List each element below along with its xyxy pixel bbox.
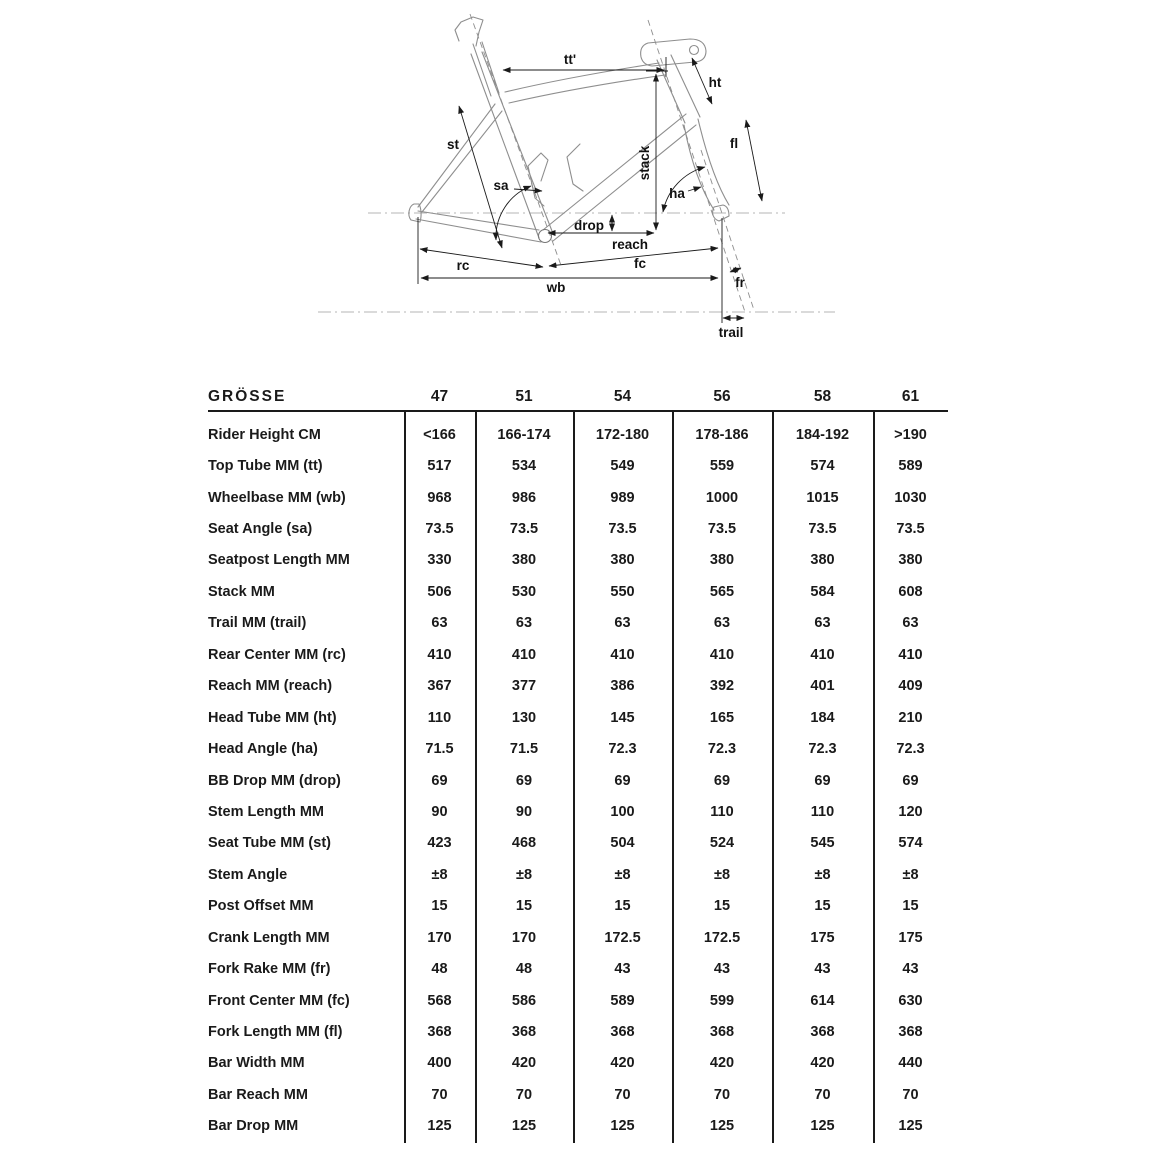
- row-value: 589: [898, 458, 923, 475]
- seat-tube: [471, 52, 552, 238]
- stem: [641, 39, 706, 66]
- row-label: Top Tube MM (tt): [208, 458, 323, 475]
- row-value: 71.5: [425, 741, 454, 758]
- row-value: 367: [427, 678, 452, 695]
- row-value: 73.5: [808, 521, 837, 538]
- row-label: Head Angle (ha): [208, 741, 318, 758]
- table-row: [208, 1048, 948, 1079]
- row-value: 380: [610, 552, 635, 569]
- size-col-header: 56: [713, 388, 731, 405]
- dim-label-fl: fl: [729, 136, 739, 151]
- row-value: 468: [511, 835, 537, 852]
- row-value: 15: [713, 898, 731, 915]
- row-label: Seat Tube MM (st): [208, 835, 331, 852]
- table-row: [208, 765, 948, 796]
- row-value: 43: [713, 961, 731, 978]
- row-value: 420: [610, 1055, 635, 1072]
- row-label: Post Offset MM: [208, 898, 314, 915]
- row-value: 43: [902, 961, 919, 978]
- row-value: 1030: [894, 489, 927, 506]
- row-label: Front Center MM (fc): [208, 992, 350, 1009]
- table-row: [208, 1111, 948, 1142]
- row-value: 48: [431, 961, 448, 978]
- row-label: Crank Length MM: [208, 929, 330, 946]
- dim-label-tt: tt': [563, 52, 577, 67]
- row-value: 120: [898, 803, 923, 820]
- row-value: 184-192: [795, 426, 850, 443]
- row-value: 15: [814, 898, 831, 915]
- row-value: 63: [713, 615, 731, 632]
- row-value: 392: [709, 678, 735, 695]
- row-label: Seatpost Length MM: [208, 552, 350, 569]
- row-value: 63: [614, 615, 631, 632]
- dim-label-ha: ha: [669, 186, 685, 201]
- row-value: 574: [898, 835, 923, 852]
- stem-bolt: [690, 46, 699, 55]
- dim-label-rc: rc: [456, 258, 470, 273]
- row-value: 70: [431, 1086, 448, 1103]
- row-value: 90: [431, 803, 448, 820]
- row-value: 15: [614, 898, 631, 915]
- dim-label-stack: stack: [637, 145, 652, 181]
- row-value: 70: [814, 1086, 831, 1103]
- row-label: Head Tube MM (ht): [208, 709, 337, 726]
- row-value: 423: [427, 835, 452, 852]
- table-row: [208, 859, 948, 890]
- row-value: 72.3: [808, 741, 837, 758]
- row-value: >190: [894, 426, 927, 443]
- row-value: 368: [427, 1024, 452, 1041]
- row-value: 210: [898, 709, 923, 726]
- row-value: 69: [614, 772, 631, 789]
- row-label: Fork Rake MM (fr): [208, 961, 331, 978]
- fork-blade: [684, 119, 729, 210]
- dimension-lines: [418, 57, 762, 323]
- table-row: [208, 1079, 948, 1110]
- row-label: Rear Center MM (rc): [208, 646, 346, 663]
- row-label: Stem Length MM: [208, 803, 324, 820]
- row-value: 69: [713, 772, 731, 789]
- size-header-label: GRÖSSE: [208, 388, 287, 405]
- row-value: 368: [511, 1024, 537, 1041]
- row-label: Reach MM (reach): [208, 678, 333, 695]
- row-value: 73.5: [896, 521, 925, 538]
- row-value: 63: [902, 615, 919, 632]
- row-value: ±8: [614, 866, 631, 883]
- row-value: 586: [511, 992, 537, 1009]
- table-row: [208, 985, 948, 1016]
- dim-label-reach: reach: [611, 237, 649, 252]
- row-value: ±8: [713, 866, 731, 883]
- dim-ha-leader: [688, 187, 701, 191]
- row-value: 380: [810, 552, 835, 569]
- row-value: 72.3: [896, 741, 925, 758]
- size-col-header: 47: [430, 388, 449, 405]
- row-value: 172-180: [595, 426, 650, 443]
- row-value: ±8: [515, 866, 533, 883]
- table-row: [208, 953, 948, 984]
- row-value: 125: [610, 1118, 635, 1135]
- row-value: 410: [610, 646, 635, 663]
- table-row: [208, 545, 948, 576]
- row-value: 410: [898, 646, 923, 663]
- table-row: [208, 671, 948, 702]
- row-value: 165: [709, 709, 735, 726]
- row-value: 608: [898, 583, 923, 600]
- row-value: 530: [511, 583, 537, 600]
- dim-label-sa: sa: [493, 178, 509, 193]
- row-value: 574: [810, 458, 835, 475]
- row-value: 1015: [806, 489, 839, 506]
- row-value: 48: [515, 961, 533, 978]
- row-value: 69: [814, 772, 831, 789]
- row-value: 559: [709, 458, 735, 475]
- row-value: 386: [610, 678, 635, 695]
- table-row: [208, 608, 948, 639]
- row-value: 380: [709, 552, 735, 569]
- row-value: 517: [427, 458, 452, 475]
- row-value: 125: [427, 1118, 452, 1135]
- row-value: 534: [511, 458, 537, 475]
- row-value: 175: [898, 929, 923, 946]
- table-header-row: [208, 384, 948, 412]
- row-value: 175: [810, 929, 835, 946]
- row-value: 72.3: [707, 741, 737, 758]
- seat-stays: [418, 104, 502, 212]
- row-value: 172.5: [604, 929, 641, 946]
- row-value: 130: [511, 709, 537, 726]
- table-row: [208, 639, 948, 670]
- dim-label-trail: trail: [718, 325, 744, 340]
- row-value: 110: [810, 803, 835, 820]
- row-value: 69: [902, 772, 919, 789]
- row-value: 100: [610, 803, 635, 820]
- dim-label-fr: fr: [735, 275, 745, 290]
- row-value: 401: [810, 678, 835, 695]
- row-value: 170: [511, 929, 537, 946]
- row-value: ±8: [814, 866, 831, 883]
- dim-label-drop: drop: [574, 218, 604, 233]
- row-value: 110: [427, 709, 452, 726]
- dim-label-fc: fc: [633, 256, 647, 271]
- saddle-clamp: [455, 17, 483, 46]
- table-row: [208, 576, 948, 607]
- row-value: 420: [511, 1055, 537, 1072]
- dim-label-st: st: [446, 137, 460, 152]
- dim-label-wb: wb: [546, 280, 566, 295]
- row-value: 170: [427, 929, 452, 946]
- row-value: 15: [902, 898, 919, 915]
- table-row: [208, 733, 948, 764]
- size-col-header: 61: [901, 388, 920, 405]
- row-value: <166: [423, 426, 456, 443]
- row-value: 380: [511, 552, 537, 569]
- size-col-header: 54: [613, 388, 632, 405]
- row-label: Bar Width MM: [208, 1055, 305, 1072]
- row-value: 63: [515, 615, 533, 632]
- table-row: [208, 828, 948, 859]
- bottle-cage-down-tube: [567, 144, 583, 191]
- row-value: 43: [614, 961, 631, 978]
- row-value: 125: [810, 1118, 835, 1135]
- geometry-table: [208, 384, 948, 1142]
- size-col-header: 58: [813, 388, 832, 405]
- table-row: [208, 513, 948, 544]
- row-value: 73.5: [425, 521, 454, 538]
- row-value: 110: [710, 803, 734, 820]
- row-value: 73.5: [509, 521, 539, 538]
- row-value: 568: [427, 992, 452, 1009]
- row-value: 166-174: [497, 426, 551, 443]
- row-value: 440: [898, 1055, 923, 1072]
- row-value: 72.3: [608, 741, 637, 758]
- chain-stays: [416, 211, 541, 242]
- row-value: 410: [810, 646, 835, 663]
- row-label: Stack MM: [208, 583, 275, 600]
- row-value: 172.5: [703, 929, 741, 946]
- dim-fl: [746, 120, 762, 201]
- dim-sa-leader: [514, 189, 542, 191]
- row-value: ±8: [431, 866, 448, 883]
- row-value: 330: [427, 552, 452, 569]
- row-value: 1000: [705, 489, 739, 506]
- row-label: Seat Angle (sa): [208, 521, 313, 538]
- table-row: [208, 796, 948, 827]
- row-value: 69: [515, 772, 533, 789]
- row-value: 524: [709, 835, 735, 852]
- row-value: 368: [610, 1024, 635, 1041]
- row-value: 70: [713, 1086, 731, 1103]
- row-value: 125: [709, 1118, 735, 1135]
- row-value: 409: [898, 678, 923, 695]
- row-value: 70: [902, 1086, 919, 1103]
- row-value: 63: [814, 615, 831, 632]
- row-label: BB Drop MM (drop): [208, 772, 341, 789]
- dim-rc: [420, 249, 543, 267]
- row-value: 368: [898, 1024, 923, 1041]
- bike-geometry-diagram: [0, 0, 1150, 372]
- row-value: 410: [427, 646, 452, 663]
- row-value: 410: [511, 646, 537, 663]
- row-value: 70: [515, 1086, 533, 1103]
- row-value: 145: [610, 709, 635, 726]
- row-value: 420: [810, 1055, 835, 1072]
- row-value: 184: [810, 709, 835, 726]
- table-row: [208, 1016, 948, 1047]
- row-value: 545: [810, 835, 835, 852]
- row-value: 400: [427, 1055, 452, 1072]
- row-value: 589: [610, 992, 635, 1009]
- row-value: 43: [814, 961, 831, 978]
- row-value: 550: [610, 583, 635, 600]
- row-value: 420: [709, 1055, 735, 1072]
- row-value: 125: [511, 1118, 537, 1135]
- row-label: Stem Angle: [208, 866, 288, 883]
- row-value: 410: [709, 646, 735, 663]
- row-value: 504: [610, 835, 635, 852]
- table-row: [208, 482, 948, 513]
- row-value: 368: [709, 1024, 735, 1041]
- row-value: 989: [610, 489, 635, 506]
- row-value: 565: [709, 583, 735, 600]
- row-value: 599: [709, 992, 735, 1009]
- row-label: Fork Length MM (fl): [208, 1024, 343, 1041]
- row-value: 986: [511, 489, 537, 506]
- row-value: 73.5: [707, 521, 737, 538]
- top-tube: [505, 63, 665, 103]
- row-value: 73.5: [608, 521, 637, 538]
- row-value: 125: [898, 1118, 923, 1135]
- row-value: 506: [427, 583, 452, 600]
- construction-axes: [470, 14, 754, 312]
- geometry-table-body: [208, 412, 948, 1142]
- row-value: ±8: [902, 866, 919, 883]
- row-label: Trail MM (trail): [208, 615, 307, 632]
- row-value: 178-186: [695, 426, 749, 443]
- table-row: [208, 922, 948, 953]
- bike-frame-drawing: [409, 17, 729, 243]
- row-label: Bar Drop MM: [208, 1118, 299, 1135]
- table-row: [208, 891, 948, 922]
- row-value: 69: [431, 772, 448, 789]
- row-label: Bar Reach MM: [208, 1086, 308, 1103]
- row-label: Wheelbase MM (wb): [208, 489, 346, 506]
- row-label: Rider Height CM: [208, 426, 321, 443]
- row-value: 630: [898, 992, 923, 1009]
- row-value: 15: [431, 898, 448, 915]
- row-value: 70: [614, 1086, 631, 1103]
- row-value: 380: [898, 552, 923, 569]
- row-value: 368: [810, 1024, 835, 1041]
- rake-parallel-axis: [701, 150, 754, 310]
- row-value: 584: [810, 583, 835, 600]
- bottom-bracket: [539, 230, 552, 243]
- size-col-header: 51: [515, 388, 533, 405]
- steering-axis: [648, 20, 745, 312]
- down-tube: [543, 114, 696, 241]
- bottle-cage-seat-tube: [528, 153, 548, 206]
- row-value: 377: [511, 678, 537, 695]
- table-row: [208, 702, 948, 733]
- row-value: 549: [610, 458, 635, 475]
- row-value: 90: [515, 803, 533, 820]
- row-value: 15: [515, 898, 533, 915]
- row-value: 614: [810, 992, 835, 1009]
- dim-fr: [730, 268, 741, 272]
- row-value: 63: [431, 615, 448, 632]
- dim-st: [459, 106, 502, 248]
- table-row: [208, 419, 948, 450]
- table-row: [208, 450, 948, 481]
- dim-label-ht: ht: [708, 75, 722, 90]
- row-value: 968: [427, 489, 452, 506]
- row-value: 71.5: [509, 741, 539, 758]
